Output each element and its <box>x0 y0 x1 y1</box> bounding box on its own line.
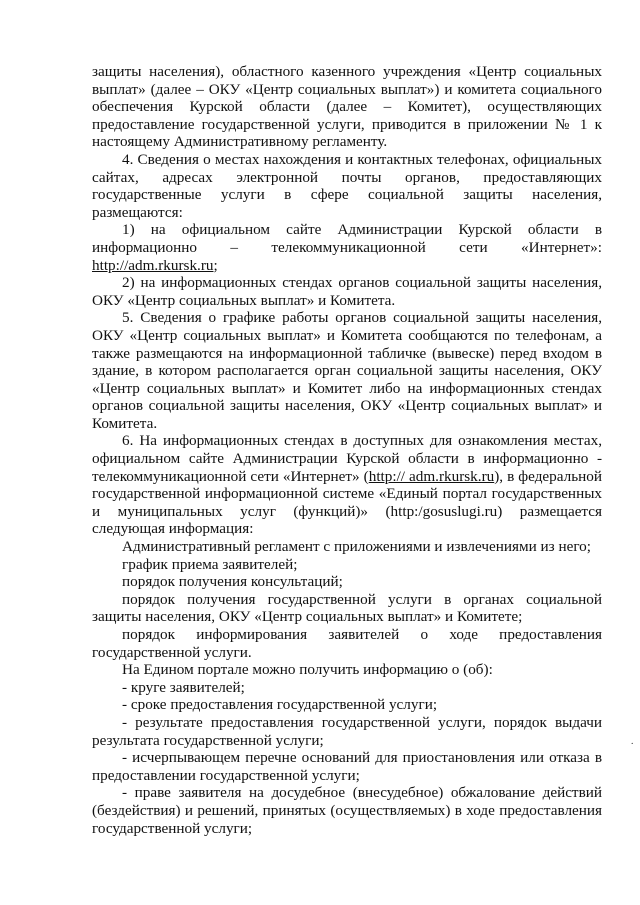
portal-info-heading: На Едином портале можно получить информацию о (об): <box>122 661 493 679</box>
portal-item-result: - результате предоставления государственной услуги, порядок выдачи результата государственной услуги; <box>92 713 602 749</box>
portal-item-appeal: - праве заявителя на досудебное (внесудебное) обжалование действий (бездействия) и решений, принятых (осуществляемых) в ходе предоставления государственной услуги; <box>92 784 602 837</box>
scan-edge-mark: · <box>630 738 634 750</box>
list-line-informing: порядок информирования заявителей о ходе предоставления государственной услуги. <box>92 626 602 661</box>
subitem-1-end: ; <box>213 256 218 274</box>
adm-site-link[interactable]: http://adm.rkursk.ru <box>92 256 214 274</box>
list-line-regulation: Административный регламент с приложениями и извлечениями из него; <box>122 538 591 556</box>
portal-item-applicants: - круге заявителей; <box>122 678 245 696</box>
item-6-text: 6. На информационных стендах в доступных для ознакомления местах, официальном сайте Администрации Курской области в информационно - телекоммуникационной сети «Интернет» ( <box>92 432 602 485</box>
adm-site-link-2[interactable]: http:// adm.rkursk.ru <box>368 467 495 485</box>
portal-item-grounds: - исчерпывающем перечне оснований для приостановления или отказа в предоставлении государственной услуги; <box>92 749 602 784</box>
paragraph-subitem-1 <box>92 221 602 274</box>
subitem-1-text: 1) на официальном сайте Администрации Курской области в информационно – телекоммуникационной сети «Интернет»: <box>92 221 602 256</box>
list-line-consultations: порядок получения консультаций; <box>122 573 343 591</box>
list-line-procedure: порядок получения государственной услуги в органах социальной защиты населения, ОКУ «Центр социальных выплат» и Комитете; <box>92 590 602 626</box>
paragraph-intro: защиты населения), областного казенного учреждения «Центр социальных выплат» (далее – ОКУ «Центр социальных выплат») и комитета социального обеспечения Курской области (далее – Комитет), осуществляющих предоставление государственной услуги, приводится в приложении № 1 к настоящему Административному регламенту. <box>92 63 602 151</box>
item-6-end: ), в федеральной государственной информационной системе «Единый портал государственных и муниципальных услуг (функций)» (http:/gosuslugi.ru) размещается следующая информация: <box>92 467 602 538</box>
portal-item-terms: - сроке предоставления государственной услуги; <box>122 696 438 714</box>
paragraph-item-6 <box>92 432 602 538</box>
paragraph-subitem-2: 2) на информационных стендах органов социальной защиты населения, ОКУ «Центр социальных выплат» и Комитета. <box>92 274 602 309</box>
paragraph-item-4: 4. Сведения о местах нахождения и контактных телефонах, официальных сайтах, адресах электронной почты органов, предоставляющих государственные услуги в сфере социальной защиты населения, размещаются: <box>92 150 602 221</box>
list-line-schedule: график приема заявителей; <box>122 555 298 573</box>
paragraph-item-5: 5. Сведения о графике работы органов социальной защиты населения, ОКУ «Центр социальных выплат» и Комитета сообщаются по телефонам, а также размещаются на информационной табличке (вывеске) перед входом в здание, в котором располагается орган социальной защиты населения, ОКУ «Центр социальных выплат» и Комитет либо на информационных стендах органов социальной защиты населения, ОКУ «Центр социальных выплат» и Комитета. <box>92 309 602 432</box>
